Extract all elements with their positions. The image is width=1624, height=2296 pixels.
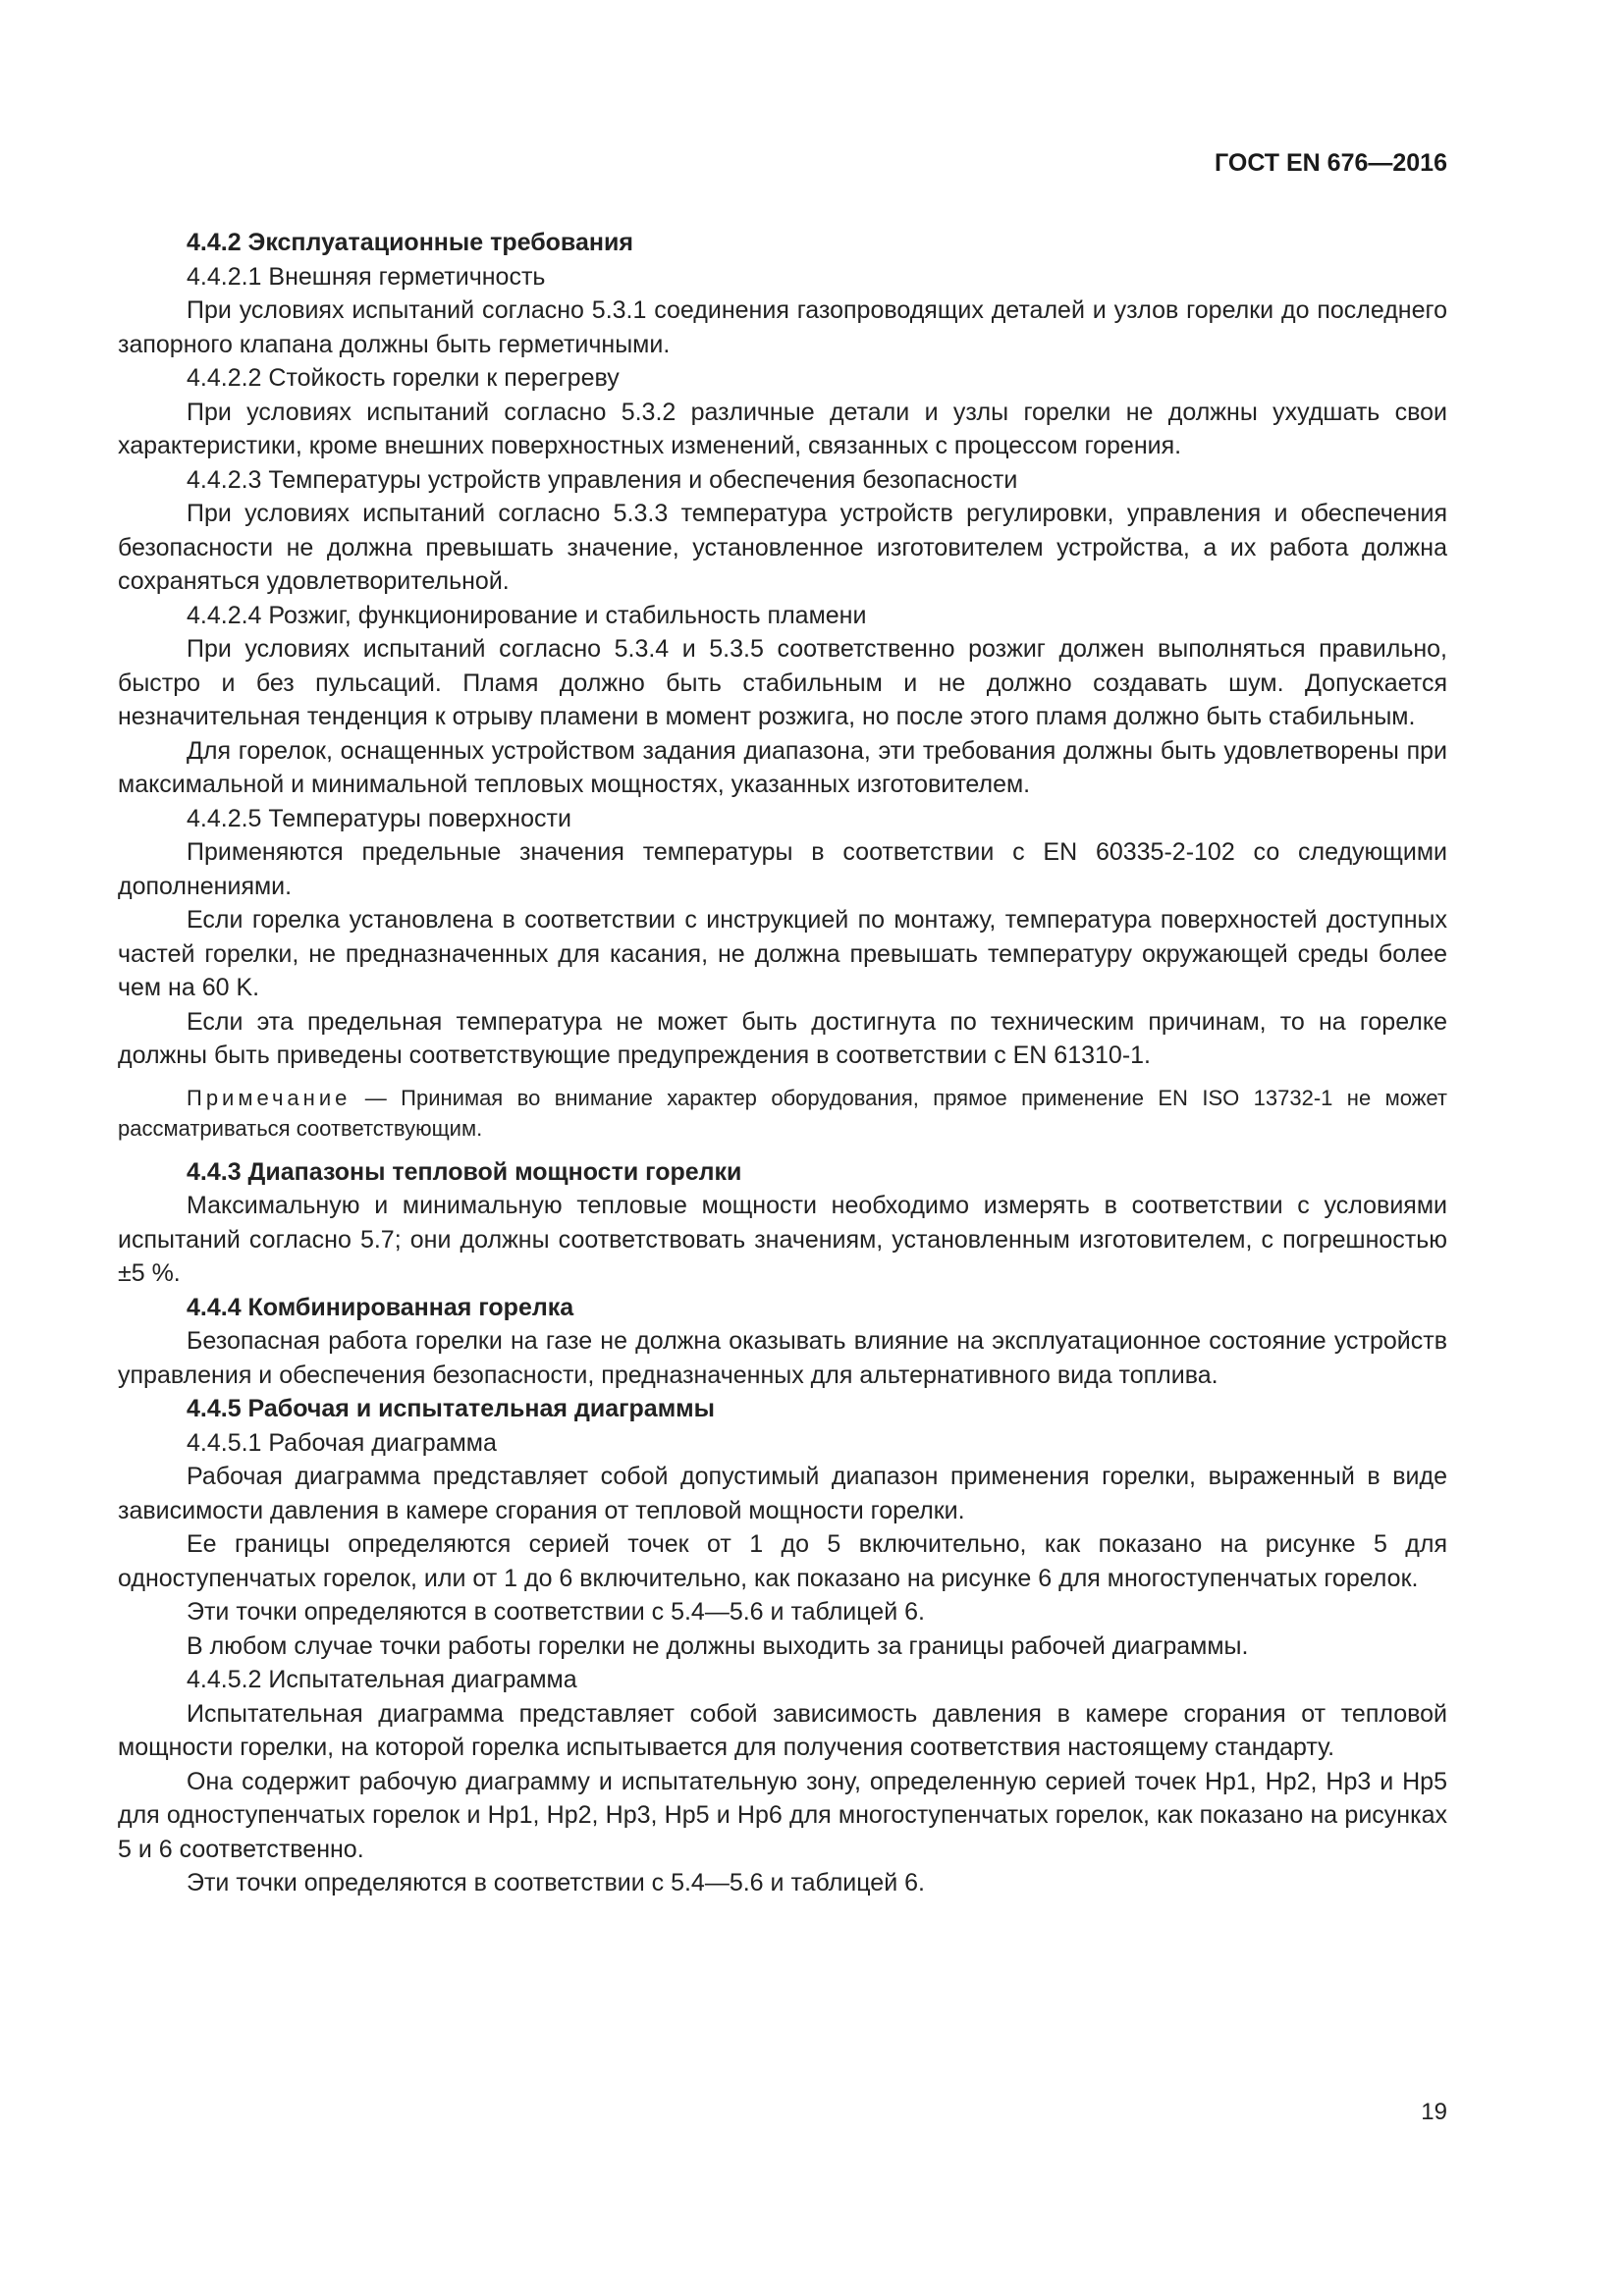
section-heading-4-4-5: 4.4.5 Рабочая и испытательная диаграммы	[187, 1395, 716, 1422]
subsection-4-4-5-1-title: 4.4.5.1 Рабочая диаграмма	[187, 1428, 497, 1457]
note-text: — Принимая во внимание характер оборудования, прямое применение EN ISO 13732-1 не может рассматриваться соответствующим.	[118, 1085, 1447, 1141]
subsection-4-4-2-2-title: 4.4.2.2 Стойкость горелки к перегреву	[187, 364, 620, 392]
paragraph: Применяются предельные значения температуры в соответствии с EN 60335-2-102 со следующими дополнениями.	[118, 838, 1447, 900]
paragraph: В любом случае точки работы горелки не должны выходить за границы рабочей диаграммы.	[187, 1631, 1249, 1660]
subsection-4-4-5-2-title: 4.4.5.2 Испытательная диаграмма	[187, 1666, 577, 1693]
paragraph: Максимальную и минимальную тепловые мощности необходимо измерять в соответствии с условиями испытаний согласно 5.7; они должны соответствовать значениям, установленным изготовителем, с погрешностью ±5 %.	[118, 1192, 1447, 1287]
document-body	[118, 226, 1447, 1900]
paragraph: Эти точки определяются в соответствии с 5.4—5.6 и таблицей 6.	[187, 1598, 925, 1626]
document-code-header: ГОСТ EN 676—2016	[1215, 149, 1447, 177]
section-heading-4-4-2: 4.4.2 Эксплуатационные требования	[187, 229, 633, 256]
subsection-4-4-2-5-title: 4.4.2.5 Температуры поверхности	[187, 804, 571, 832]
paragraph: Безопасная работа горелки на газе не должна оказывать влияние на эксплуатационное состояние устройств управления и обеспечения безопасности, предназначенных для альтернативного вида топлива.	[118, 1327, 1447, 1389]
paragraph: Рабочая диаграмма представляет собой допустимый диапазон применения горелки, выраженный в виде зависимости давления в камере сгорания от тепловой мощности горелки.	[118, 1463, 1447, 1524]
section-heading-4-4-4: 4.4.4 Комбинированная горелка	[187, 1293, 574, 1321]
subsection-4-4-2-1-title: 4.4.2.1 Внешняя герметичность	[187, 262, 546, 291]
paragraph: При условиях испытаний согласно 5.3.1 соединения газопроводящих деталей и узлов горелки до последнего запорного клапана должны быть герметичными.	[118, 296, 1447, 358]
paragraph: При условиях испытаний согласно 5.3.2 различные детали и узлы горелки не должны ухудшать свои характеристики, кроме внешних поверхностных изменений, связанных с процессом горения.	[118, 398, 1447, 459]
paragraph: При условиях испытаний согласно 5.3.4 и 5.3.5 соответственно розжиг должен выполняться правильно, быстро и без пульсаций. Пламя должно быть стабильным и не должно создавать шум. Допускается незначительная тенденция к отрыву пламени в момент розжига, но после этого пламя должно быть стабильным.	[118, 635, 1447, 730]
note	[118, 1083, 1447, 1144]
paragraph: Ее границы определяются серией точек от 1 до 5 включительно, как показано на рисунке 5 для одноступенчатых горелок, или от 1 до 6 включительно, как показано на рисунке 6 для многоступенчатых горелок.	[118, 1530, 1447, 1592]
paragraph: Она содержит рабочую диаграмму и испытательную зону, определенную серией точек Hp1, Hp2, Hp3 и Hp5 для одноступенчатых горелок и Hp1, Hp2, Hp3, Hp5 и Hp6 для многоступенчатых горелок, как показано на рисунках 5 и 6 соответственно.	[118, 1767, 1447, 1863]
note-label: Примечание	[187, 1085, 352, 1110]
subsection-4-4-2-4-title: 4.4.2.4 Розжиг, функционирование и стабильность пламени	[187, 601, 867, 629]
paragraph: Если эта предельная температура не может быть достигнута по техническим причинам, то на горелке должны быть приведены соответствующие предупреждения в соответствии с EN 61310-1.	[118, 1007, 1447, 1069]
paragraph: Эти точки определяются в соответствии с 5.4—5.6 и таблицей 6.	[187, 1869, 925, 1896]
section-heading-4-4-3: 4.4.3 Диапазоны тепловой мощности горелки	[187, 1157, 742, 1186]
paragraph: При условиях испытаний согласно 5.3.3 температура устройств регулировки, управления и обеспечения безопасности не должна превышать значение, установленное изготовителем устройства, а их работа должна сохраняться удовлетворительной.	[118, 500, 1447, 595]
subsection-4-4-2-3-title: 4.4.2.3 Температуры устройств управления и обеспечения безопасности	[187, 465, 1018, 494]
paragraph: Испытательная диаграмма представляет собой зависимость давления в камере сгорания от тепловой мощности горелки, на которой горелка испытывается для получения соответствия настоящему стандарту.	[118, 1699, 1447, 1761]
paragraph: Если горелка установлена в соответствии с инструкцией по монтажу, температура поверхностей доступных частей горелки, не предназначенных для касания, не должна превышать температуру окружающей среды более чем на 60 K.	[118, 906, 1447, 1001]
paragraph: Для горелок, оснащенных устройством задания диапазона, эти требования должны быть удовлетворены при максимальной и минимальной тепловых мощностях, указанных изготовителем.	[118, 736, 1447, 798]
page-number: 19	[1421, 2099, 1447, 2125]
